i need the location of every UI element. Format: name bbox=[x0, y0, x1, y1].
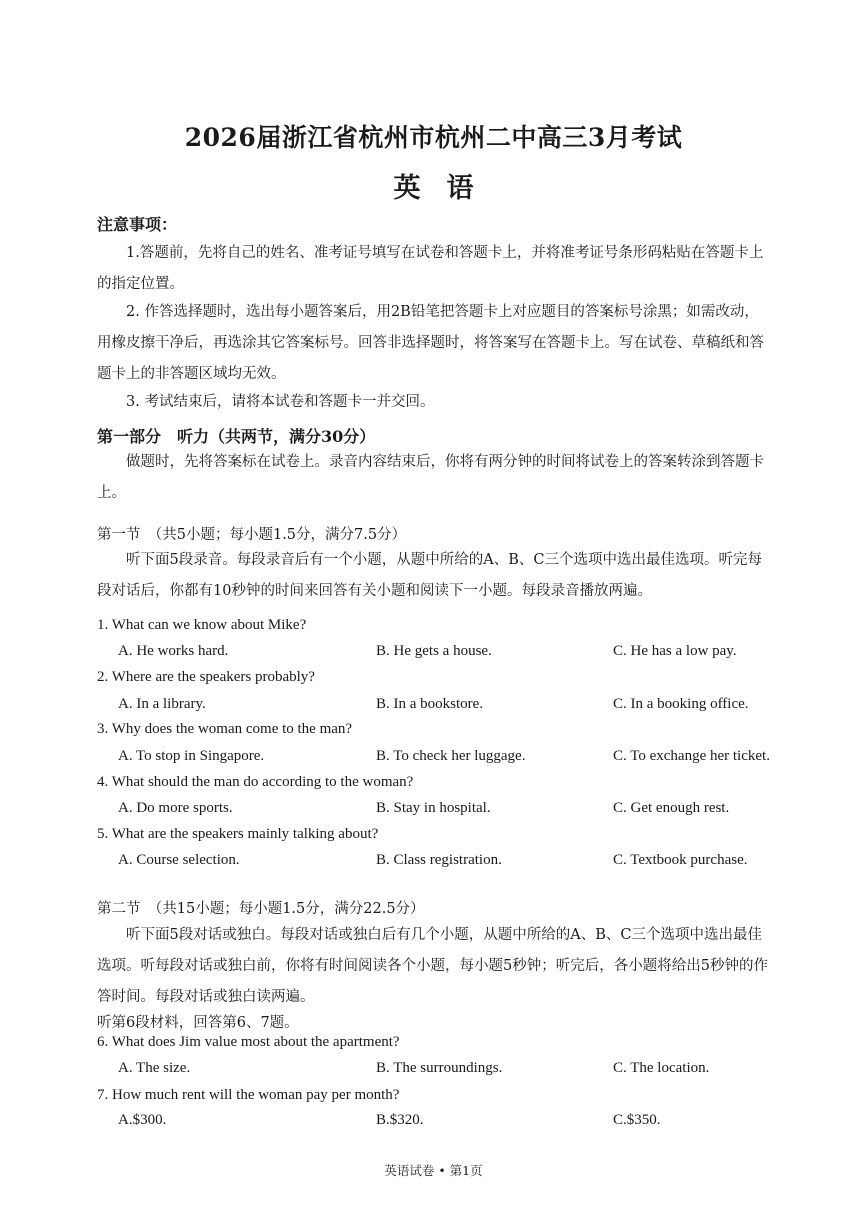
question-5-option-c: C. Textbook purchase. bbox=[613, 852, 748, 868]
notice-item-2: 2. 作答选择题时，选出每小题答案后，用2B铅笔把答题卡上对应题目的答案标号涂黑；如需改动，用橡皮擦干净后，再选涂其它答案标号。回答非选择题时，将答案写在答题卡上。写在试卷、草稿纸和答题卡上的非答题区域均无效。 bbox=[97, 304, 764, 382]
section2-intro: 听下面5段对话或独白。每段对话或独白后有几个小题，从题中所给的A、B、C三个选项中选出最佳选项。听每段对话或独白前，你将有时间阅读各个小题，每小题5秒钟；听完后，各小题将给出5秒钟的作答时间。每段对话或独白读两遍。 bbox=[97, 927, 768, 1005]
question-3: 3. Why does the woman come to the man? bbox=[97, 721, 353, 737]
notice-heading: 注意事项： bbox=[97, 215, 178, 234]
question-5-option-b: B. Class registration. bbox=[376, 852, 502, 868]
section1-heading: 第一节 （共5小题；每小题1.5分，满分7.5分） bbox=[97, 527, 407, 543]
question-3-option-a: A. To stop in Singapore. bbox=[118, 748, 265, 764]
question-3-option-b: B. To check her luggage. bbox=[376, 748, 526, 764]
question-6-option-c: C. The location. bbox=[613, 1060, 710, 1076]
question-5: 5. What are the speakers mainly talking about? bbox=[97, 826, 379, 842]
question-2-option-b: B. In a bookstore. bbox=[376, 696, 484, 712]
part1-intro: 做题时，先将答案标在试卷上。录音内容结束后，你将有两分钟的时间将试卷上的答案转涂到答题卡上。 bbox=[97, 454, 764, 501]
notice-item-1: 1.答题前，先将自己的姓名、准考证号填写在试卷和答题卡上，并将准考证号条形码粘贴在答题卡上的指定位置。 bbox=[97, 245, 764, 292]
part1-heading: 第一部分 听力（共两节，满分30分） bbox=[97, 427, 376, 446]
page-footer: 英语试卷 • 第1页 bbox=[384, 1163, 483, 1178]
question-5-option-a: A. Course selection. bbox=[118, 852, 240, 868]
question-1-option-b: B. He gets a house. bbox=[376, 643, 492, 659]
question-3-option-c: C. To exchange her ticket. bbox=[613, 748, 770, 764]
exam-title: 2026届浙江省杭州市杭州二中高三3月考试 bbox=[184, 123, 683, 152]
section2-material: 听第6段材料，回答第6、7题。 bbox=[97, 1015, 299, 1031]
question-6-option-b: B. The surroundings. bbox=[376, 1060, 503, 1076]
question-2-option-c: C. In a booking office. bbox=[613, 696, 749, 712]
question-4-option-b: B. Stay in hospital. bbox=[376, 800, 491, 816]
question-7-option-b: B.$320. bbox=[376, 1112, 424, 1128]
question-1: 1. What can we know about Mike? bbox=[97, 617, 307, 633]
exam-subject: 英语 bbox=[393, 173, 500, 204]
question-4-option-a: A. Do more sports. bbox=[118, 800, 233, 816]
notice-item-3: 3. 考试结束后，请将本试卷和答题卡一并交回。 bbox=[126, 394, 435, 410]
question-7-option-a: A.$300. bbox=[118, 1112, 167, 1128]
question-1-option-a: A. He works hard. bbox=[118, 643, 229, 659]
question-4: 4. What should the man do according to the woman? bbox=[97, 774, 414, 790]
question-2-option-a: A. In a library. bbox=[118, 696, 206, 712]
section2-heading: 第二节 （共15小题；每小题1.5分，满分22.5分） bbox=[97, 901, 425, 917]
question-4-option-c: C. Get enough rest. bbox=[613, 800, 730, 816]
section1-intro: 听下面5段录音。每段录音后有一个小题，从题中所给的A、B、C三个选项中选出最佳选项。听完每段对话后，你都有10秒钟的时间来回答有关小题和阅读下一小题。每段录音播放两遍。 bbox=[97, 552, 762, 599]
question-7-option-c: C.$350. bbox=[613, 1112, 661, 1128]
question-6: 6. What does Jim value most about the apartment? bbox=[97, 1034, 400, 1050]
question-6-option-a: A. The size. bbox=[118, 1060, 191, 1076]
question-7: 7. How much rent will the woman pay per month? bbox=[97, 1087, 400, 1103]
question-2: 2. Where are the speakers probably? bbox=[97, 669, 315, 685]
question-1-option-c: C. He has a low pay. bbox=[613, 643, 737, 659]
